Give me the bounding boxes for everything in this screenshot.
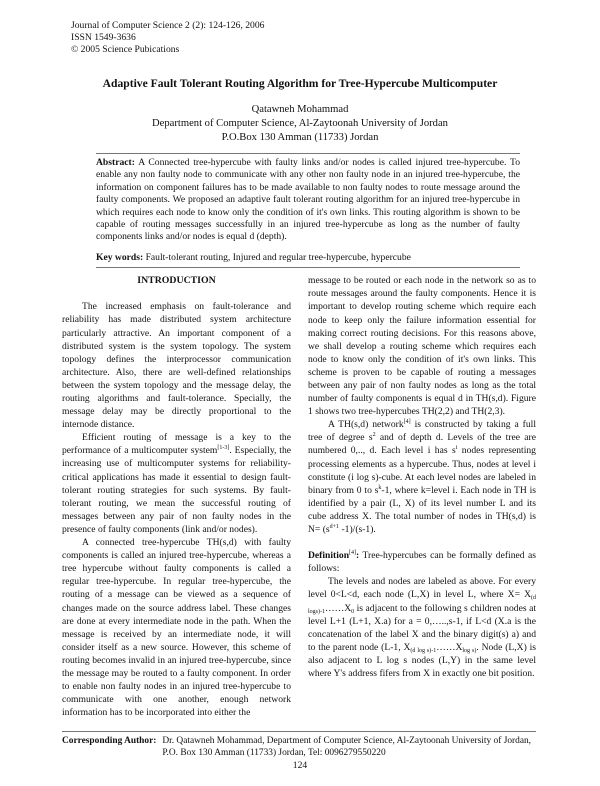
abstract-text: A Connected tree-hypercube with faulty links and/or nodes is called injured tree-hypercube. To enable any non faulty node to communicate with any other non faulty node in an injured tree-hypercube, the information on component failures has to be made available to non faulty nodes to route message around the faulty components. We proposed an adaptive fault tolerant routing algorithm for an injured tree-hypercube in which requires each node to know only the condition of it's own links. This routing algorithm is shown to be capable of routing messages successfully in an injured tree-hypercube as long as the number of faulty components links and/or nodes is equal d (depth). xyxy=(96,157,520,243)
text: . Especially, the increasing use of multicomputer systems for reliability-critical applications has made it essential to design fault-tolerant routing strategies for such systems. By fault-tolerant routing, we mean the successful routing of messages between any pair of non faulty nodes in the presence of faulty components (link and/or nodes). xyxy=(62,445,292,535)
text: is adjacent to the following s children nodes at level L+1 (L+1, X.a) for a = 0,…..,s-1, if L<d (X.a is the concatenation of the label X and the binary digit(s) a) and to the parent node (L-1, X xyxy=(308,602,536,653)
corresponding-author-text xyxy=(162,736,542,759)
text: A TH(s,d) network xyxy=(328,419,404,431)
keywords xyxy=(96,252,520,264)
corresponding-author-label: Corresponding Author: xyxy=(62,736,157,747)
author-address: P.O.Box 130 Amman (11733) Jordan xyxy=(221,132,379,143)
paragraph xyxy=(308,418,536,536)
keywords-bottom-rule xyxy=(96,267,520,268)
abstract-top-rule xyxy=(96,153,520,154)
subscript: (d logs)-1 xyxy=(308,595,536,615)
text: Efficient routing of message is a key to the performance of a multicomputer system xyxy=(62,432,291,457)
abstract-label: Abstract: xyxy=(96,157,135,168)
spacer xyxy=(0,719,600,731)
definition-label: Definition xyxy=(308,550,350,562)
author-department: Department of Computer Science, Al-Zaytoonah University of Jordan xyxy=(152,118,448,129)
right-column xyxy=(308,274,536,719)
journal-header xyxy=(71,20,600,56)
text: ……X xyxy=(436,641,463,653)
citation: [4] xyxy=(403,419,411,426)
paragraph xyxy=(308,575,536,680)
subscript: log s) xyxy=(462,647,477,654)
paragraph xyxy=(62,431,291,536)
text: -1)/(s-1). xyxy=(339,524,376,536)
citation: [1-3] xyxy=(217,445,230,452)
body-columns xyxy=(0,274,600,719)
text: The levels and nodes are labeled as above. For every level 0<L<d, each node (L,X) in level L, where X= X xyxy=(308,576,536,601)
journal-citation: Journal of Computer Science 2 (2): 124-126, 2006 xyxy=(71,20,265,31)
left-column xyxy=(62,274,291,719)
colon: : xyxy=(356,550,360,562)
section-heading-introduction: INTRODUCTION xyxy=(137,275,216,287)
copyright: © 2005 Science Pubications xyxy=(71,44,180,55)
subscript: 0 xyxy=(351,608,355,615)
abstract-block xyxy=(96,153,520,268)
citation: [4] xyxy=(349,550,357,557)
paper-title: Adaptive Fault Tolerant Routing Algorithm for Tree-Hypercube Multicomputer xyxy=(102,77,498,90)
keywords-text: Fault-tolerant routing, Injured and regular tree-hypercube, hypercube xyxy=(145,251,411,263)
text: . Node (L,X) is also adjacent to L log s nodes (L,Y) in the same level where Y's address fifers from X in exactly one bit position. xyxy=(308,641,537,679)
author-block xyxy=(0,103,600,145)
paragraph: A connected tree-hypercube TH(s,d) with faulty components is called an injured tree-hypercube, whereas a tree hypercube without faulty components is called a regular tree-hypercube. In regular tree-hypercube, the routing of a message can be viewed as a sequence of changes made on the source address label. These changes are done at every intermediate node in the path. When the message is received by an intermediate node, it will consider itself as a new source. However, this scheme of routing becomes invalid in an injured tree-hypercube, since the message may be routed to a faulty component. In order to enable non faulty nodes in an injured tree-hypercube to communicate with one another, enough network information has to be incorporated into either the xyxy=(62,537,291,719)
superscript: k xyxy=(378,484,382,491)
author-name: Qatawneh Mohammad xyxy=(251,104,349,115)
corresponding-author xyxy=(62,736,542,759)
text: -1, where k=level i. Each node in TH is identified by a pair (L, X) of its level number L and its cube address X. The total number of nodes in TH(s,d) is N= (s xyxy=(308,484,536,536)
text: nodes representing processing elements as a hypercube. Thus, nodes at level i constitute (i log s)-cube. At each level nodes are labeled in binary from 0 to s xyxy=(308,445,536,496)
text: and of depth d. Levels of the tree are numbered 0,.., d. Each level i has s xyxy=(308,432,536,457)
issn: ISSN 1549-3636 xyxy=(71,32,136,43)
superscript: i xyxy=(455,445,458,452)
text: ……X xyxy=(325,602,352,614)
superscript: d+1 xyxy=(329,524,340,531)
paragraph: The increased emphasis on fault-tolerance and reliability has made distributed system architecture particularly attractive. An important component of a distributed system is the system topology. The system topology defines the interprocessor communication architecture. Also, there are well-defined relationships between the system topology and the message delay, the routing algorithms and fault-tolerance. Specially, the message delay may be directly proportional to the internode distance. xyxy=(62,301,291,431)
corresponding-author-line1: Dr. Qatawneh Mohammad, Department of Computer Science, Al-Zaytoonah University of Jordan, xyxy=(162,736,532,747)
page-number: 124 xyxy=(292,760,308,772)
text: Tree-hypercubes can be formally defined as follows: xyxy=(308,550,536,575)
subscript: (d log s)-1 xyxy=(410,647,437,654)
corresponding-author-line2: P.O. Box 130 Amman (11733) Jordan, Tel: 0096279550220 xyxy=(162,747,386,758)
definition-heading xyxy=(308,549,536,575)
text: is constructed by taking a full tree of degree s xyxy=(308,419,536,444)
paragraph: message to be routed or each node in the network so as to route messages around the faulty components. Hence it is important to develop routing scheme which require each node to keep only the failure information essential for making correct routing decisions. For this reasons above, we shall develop a routing scheme which requires each node to know only the condition of it's own links. This scheme is proven to be capable of routing a messages between any pair of non faulty nodes as long as the total number of faulty components is equal d in TH(s,d). Figure 1 shows two tree-hypercubes TH(2,2) and TH(2,3). xyxy=(308,275,536,418)
footer-rule xyxy=(62,731,536,732)
keywords-label: Key words: xyxy=(96,251,144,263)
abstract xyxy=(96,157,520,244)
superscript: 2 xyxy=(372,432,376,439)
